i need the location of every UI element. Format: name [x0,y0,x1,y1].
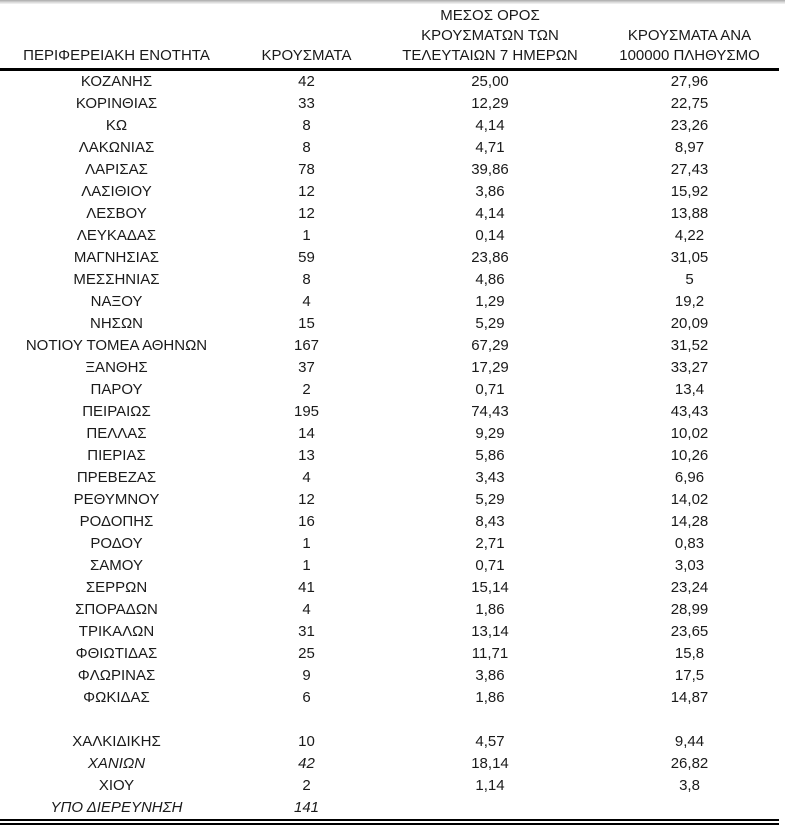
cell-cases: 167 [293,337,320,354]
cell-region: ΣΠΟΡΑΔΩΝ [75,601,158,618]
cell-region: ΞΑΝΘΗΣ [85,359,148,376]
table-row [0,401,779,423]
table-row [0,467,779,489]
cell-per_100k: 26,82 [670,755,709,772]
cell-cases: 37 [298,359,315,376]
spacer-row [0,709,779,731]
cell-cases: 15 [298,315,315,332]
cell-cases: 4 [302,293,311,310]
cell-avg_7day: 2,71 [475,535,505,552]
cell-avg_7day: 3,86 [475,667,505,684]
cell-cases: 16 [298,513,315,530]
cell-cases: 141 [293,799,320,816]
cell-avg_7day: 4,57 [475,733,505,750]
cell-per_100k: 14,87 [670,689,709,706]
cell-region: ΧΙΟΥ [98,777,135,794]
cell-cases: 6 [302,689,311,706]
cell-avg_7day: 39,86 [471,161,509,178]
table-row [0,225,779,247]
cell-per_100k: 19,2 [674,293,705,310]
cell-cases: 59 [298,249,315,266]
cell-avg_7day: 9,29 [475,425,505,442]
cell-region: ΡΕΘΥΜΝΟΥ [73,491,160,508]
table-row [0,137,779,159]
table-row [0,731,779,753]
table-row [0,555,779,577]
table-row [0,379,779,401]
cell-region: ΝΟΤΙΟΥ ΤΟΜΕΑ ΑΘΗΝΩΝ [25,337,208,354]
cell-avg_7day: 23,86 [471,249,509,266]
cell-region: ΝΑΞΟΥ [90,293,143,310]
cell-region: ΛΕΥΚΑΔΑΣ [76,227,157,244]
cell-per_100k: 3,03 [674,557,705,574]
table-row [0,489,779,511]
cell-avg_7day: 18,14 [471,755,509,772]
cell-per_100k [600,709,779,731]
cell-per_100k: 10,26 [670,447,709,464]
table-row [0,753,779,775]
cell-per_100k: 13,88 [670,205,709,222]
cell-region: ΧΑΛΚΙΔΙΚΗΣ [72,733,161,750]
cell-region [0,709,233,731]
cell-per_100k: 23,65 [670,623,709,640]
cell-avg_7day [380,797,600,822]
table-row [0,423,779,445]
cell-region: ΛΑΣΙΘΙΟΥ [81,183,152,200]
table-row [0,533,779,555]
cell-region: ΛΑΚΩΝΙΑΣ [78,139,155,156]
cell-avg_7day: 0,71 [475,557,505,574]
cell-cases [233,709,380,731]
cell-avg_7day: 1,86 [475,689,505,706]
cell-avg_7day: 1,29 [475,293,505,310]
cell-per_100k: 6,96 [674,469,705,486]
table-header [0,4,779,70]
cell-per_100k: 31,05 [670,249,709,266]
cell-per_100k: 33,27 [670,359,709,376]
cell-cases: 1 [302,557,311,574]
table-row [0,313,779,335]
table-row [0,599,779,621]
cell-cases: 2 [302,381,311,398]
cell-avg_7day: 5,29 [475,315,505,332]
cell-avg_7day: 74,43 [471,403,509,420]
cell-avg_7day: 3,43 [475,469,505,486]
cell-cases: 12 [298,491,315,508]
cell-avg_7day: 0,71 [475,381,505,398]
table-row [0,775,779,797]
cell-per_100k: 27,96 [670,73,709,90]
cell-avg_7day: 5,29 [475,491,505,508]
cell-avg_7day: 12,29 [471,95,509,112]
table-row [0,93,779,115]
cell-cases: 10 [298,733,315,750]
cell-per_100k: 43,43 [670,403,709,420]
cell-region: ΛΕΣΒΟΥ [86,205,147,222]
cell-avg_7day: 4,86 [475,271,505,288]
table-row [0,797,779,822]
cell-cases: 14 [298,425,315,442]
cell-cases: 8 [302,271,311,288]
table-row [0,181,779,203]
cell-region: ΤΡΙΚΑΛΩΝ [78,623,155,640]
cell-cases: 1 [302,535,311,552]
cell-per_100k: 15,92 [670,183,709,200]
cell-per_100k: 4,22 [674,227,705,244]
table-row [0,621,779,643]
cell-per_100k: 28,99 [670,601,709,618]
cell-per_100k: 31,52 [670,337,709,354]
cell-cases: 8 [302,139,311,156]
column-header-cases: ΚΡΟΥΣΜΑΤΑ [233,4,380,70]
cell-region: ΠΑΡΟΥ [90,381,143,398]
cell-region: ΜΕΣΣΗΝΙΑΣ [73,271,160,288]
cell-avg_7day: 5,86 [475,447,505,464]
cell-per_100k: 3,8 [679,777,700,794]
cell-cases: 4 [302,469,311,486]
cell-per_100k [600,797,779,822]
cell-cases: 33 [298,95,315,112]
cell-per_100k: 10,02 [670,425,709,442]
table-row [0,335,779,357]
cell-cases: 8 [302,117,311,134]
table-row [0,70,779,94]
cell-avg_7day: 0,14 [475,227,505,244]
cell-avg_7day: 8,43 [475,513,505,530]
table-row [0,511,779,533]
cell-per_100k: 22,75 [670,95,709,112]
cell-per_100k: 23,24 [670,579,709,596]
cell-cases: 1 [302,227,311,244]
table-row [0,291,779,313]
cell-cases: 41 [298,579,315,596]
cell-region: ΚΟΡΙΝΘΙΑΣ [75,95,158,112]
cell-cases: 195 [293,403,320,420]
table-row [0,269,779,291]
cell-cases: 4 [302,601,311,618]
cell-avg_7day: 1,14 [475,777,505,794]
cell-region: ΣΕΡΡΩΝ [85,579,148,596]
cell-avg_7day: 15,14 [471,579,509,596]
table-row [0,665,779,687]
cell-region: ΣΑΜΟΥ [90,557,143,574]
cell-cases: 9 [302,667,311,684]
column-header-region: ΠΕΡΙΦΕΡΕΙΑΚΗ ΕΝΟΤΗΤΑ [0,4,233,70]
cell-cases: 78 [298,161,315,178]
table-row [0,357,779,379]
table-row [0,203,779,225]
cell-avg_7day: 4,14 [475,205,505,222]
cell-per_100k: 13,4 [674,381,705,398]
cell-per_100k: 27,43 [670,161,709,178]
cell-cases: 12 [298,205,315,222]
column-header-per-100k: ΚΡΟΥΣΜΑΤΑ ΑΝΑ 100000 ΠΛΗΘΥΣΜΟ [600,4,779,70]
cell-region: ΦΛΩΡΙΝΑΣ [77,667,156,684]
cell-per_100k: 8,97 [674,139,705,156]
cell-cases: 42 [298,755,315,772]
cell-cases: 2 [302,777,311,794]
cell-cases: 42 [298,73,315,90]
cell-cases: 25 [298,645,315,662]
cell-per_100k: 0,83 [674,535,705,552]
column-header-avg-7day: ΜΕΣΟΣ ΟΡΟΣ ΚΡΟΥΣΜΑΤΩΝ ΤΩΝ ΤΕΛΕΥΤΑΙΩΝ 7 ΗΜΕΡΩΝ [380,4,600,70]
cell-region: ΠΕΛΛΑΣ [86,425,147,442]
table-row [0,643,779,665]
table-row [0,445,779,467]
cell-region: ΦΩΚΙΔΑΣ [83,689,150,706]
cell-avg_7day [380,709,600,731]
cell-region: ΚΩ [105,117,128,134]
cell-region: ΡΟΔΟΥ [90,535,143,552]
cell-avg_7day: 11,71 [471,645,509,662]
cell-region: ΠΡΕΒΕΖΑΣ [76,469,157,486]
cell-per_100k: 15,8 [674,645,705,662]
cell-region: ΡΟΔΟΠΗΣ [79,513,154,530]
cell-region: ΝΗΣΩΝ [90,315,143,332]
cases-by-regional-unit-table [0,4,779,825]
cell-avg_7day: 4,71 [475,139,505,156]
cell-region: ΠΙΕΡΙΑΣ [87,447,146,464]
cell-per_100k: 5 [685,271,694,288]
table-row [0,115,779,137]
cell-cases: 12 [298,183,315,200]
table-body [0,70,779,823]
cell-avg_7day: 25,00 [471,73,509,90]
cell-region: ΠΕΙΡΑΙΩΣ [82,403,151,420]
cell-cases: 13 [298,447,315,464]
cell-per_100k: 14,02 [670,491,709,508]
cell-region: ΚΟΖΑΝΗΣ [80,73,153,90]
cell-avg_7day: 67,29 [471,337,509,354]
table-row [0,577,779,599]
cell-region: ΧΑΝΙΩΝ [87,755,146,772]
cell-per_100k: 23,26 [670,117,709,134]
cell-avg_7day: 13,14 [471,623,509,640]
cell-avg_7day: 17,29 [471,359,509,376]
cell-per_100k: 20,09 [670,315,709,332]
table-row [0,247,779,269]
cell-region: ΜΑΓΝΗΣΙΑΣ [73,249,160,266]
cell-per_100k: 17,5 [674,667,705,684]
table-row [0,687,779,709]
table-row [0,159,779,181]
cell-region: ΦΘΙΩΤΙΔΑΣ [75,645,158,662]
cell-per_100k: 14,28 [670,513,709,530]
cell-avg_7day: 4,14 [475,117,505,134]
cell-region: ΥΠΟ ΔΙΕΡΕΥΝΗΣΗ [50,799,183,816]
cell-cases: 31 [298,623,315,640]
cell-avg_7day: 3,86 [475,183,505,200]
cell-per_100k: 9,44 [674,733,705,750]
cell-avg_7day: 1,86 [475,601,505,618]
cell-region: ΛΑΡΙΣΑΣ [85,161,148,178]
